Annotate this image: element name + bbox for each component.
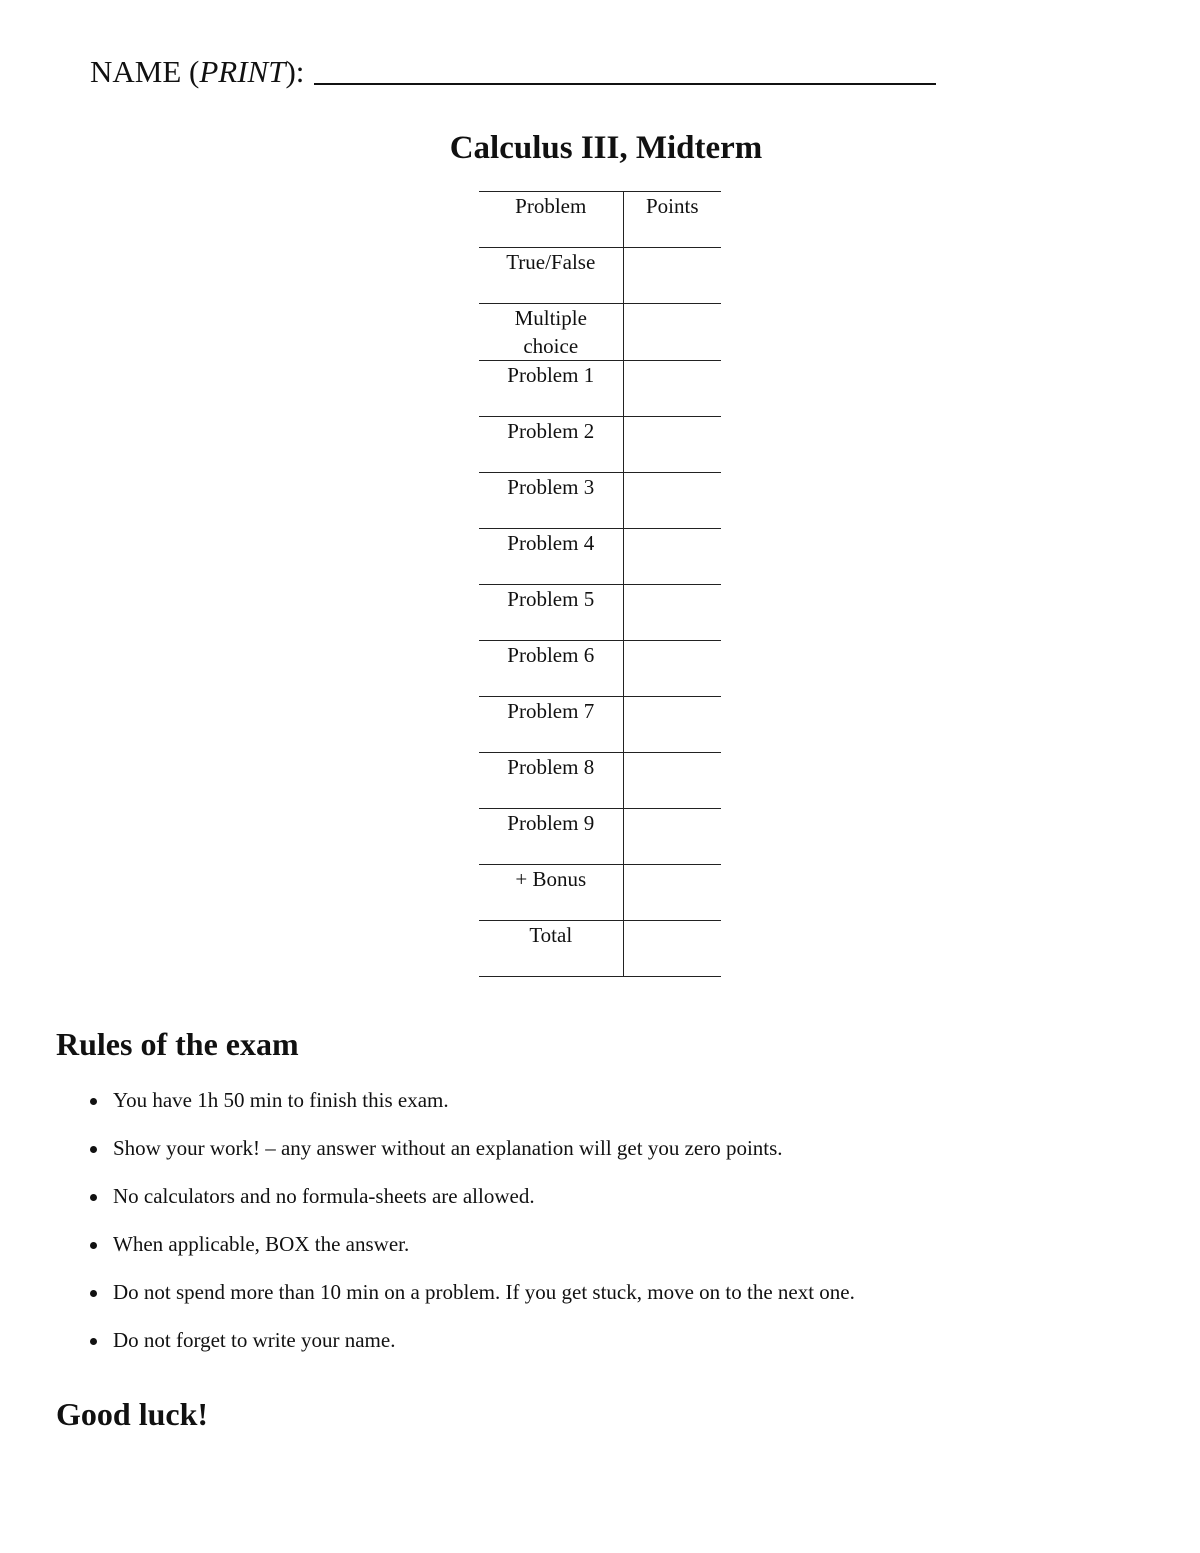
table-header-row	[479, 192, 721, 248]
list-item: When applicable, BOX the answer.	[90, 1229, 855, 1277]
name-blank-line[interactable]	[314, 82, 936, 85]
points-cell[interactable]	[623, 697, 721, 753]
table-row	[479, 248, 721, 304]
points-cell[interactable]	[623, 753, 721, 809]
table-row	[479, 529, 721, 585]
points-cell[interactable]	[623, 921, 721, 977]
row-label: Problem 4	[479, 529, 623, 585]
table-row	[479, 304, 721, 361]
bullet-icon	[90, 1290, 97, 1297]
row-label: Problem 2	[479, 417, 623, 473]
row-label: Multiple choice	[479, 304, 623, 361]
table-row	[479, 753, 721, 809]
header-points: Points	[623, 192, 721, 248]
table-row	[479, 473, 721, 529]
list-item: Do not forget to write your name.	[90, 1325, 855, 1373]
points-cell[interactable]	[623, 417, 721, 473]
row-label: True/False	[479, 248, 623, 304]
header-problem: Problem	[479, 192, 623, 248]
points-cell[interactable]	[623, 585, 721, 641]
points-cell[interactable]	[623, 809, 721, 865]
row-label: + Bonus	[479, 865, 623, 921]
bullet-icon	[90, 1098, 97, 1105]
row-label: Total	[479, 921, 623, 977]
name-field-row	[90, 50, 936, 90]
row-label: Problem 7	[479, 697, 623, 753]
rules-list	[90, 1085, 855, 1373]
row-label: Problem 9	[479, 809, 623, 865]
points-cell[interactable]	[623, 529, 721, 585]
table-row	[479, 921, 721, 977]
points-cell[interactable]	[623, 865, 721, 921]
table-row	[479, 585, 721, 641]
row-label: Problem 8	[479, 753, 623, 809]
rules-heading: Rules of the exam	[56, 1026, 299, 1062]
bullet-icon	[90, 1242, 97, 1249]
points-cell[interactable]	[623, 304, 721, 361]
exam-title: Calculus III, Midterm	[449, 130, 763, 166]
bullet-icon	[90, 1338, 97, 1345]
row-label: Problem 5	[479, 585, 623, 641]
table-row	[479, 865, 721, 921]
list-item: Do not spend more than 10 min on a problem. If you get stuck, move on to the next one.	[90, 1277, 855, 1325]
good-luck-heading: Good luck!	[56, 1396, 209, 1432]
name-label: NAME (PRINT):	[90, 54, 305, 89]
points-cell[interactable]	[623, 361, 721, 417]
bullet-icon	[90, 1146, 97, 1153]
table-row	[479, 641, 721, 697]
table-row	[479, 361, 721, 417]
table-row	[479, 809, 721, 865]
table-row	[479, 697, 721, 753]
points-cell[interactable]	[623, 641, 721, 697]
score-table	[479, 191, 721, 977]
bullet-icon	[90, 1194, 97, 1201]
row-label: Problem 3	[479, 473, 623, 529]
row-label: Problem 6	[479, 641, 623, 697]
list-item: Show your work! – any answer without an explanation will get you zero points.	[90, 1133, 855, 1181]
list-item: No calculators and no formula-sheets are allowed.	[90, 1181, 855, 1229]
row-label: Problem 1	[479, 361, 623, 417]
table-row	[479, 417, 721, 473]
list-item: You have 1h 50 min to finish this exam.	[90, 1085, 855, 1133]
points-cell[interactable]	[623, 473, 721, 529]
points-cell[interactable]	[623, 248, 721, 304]
